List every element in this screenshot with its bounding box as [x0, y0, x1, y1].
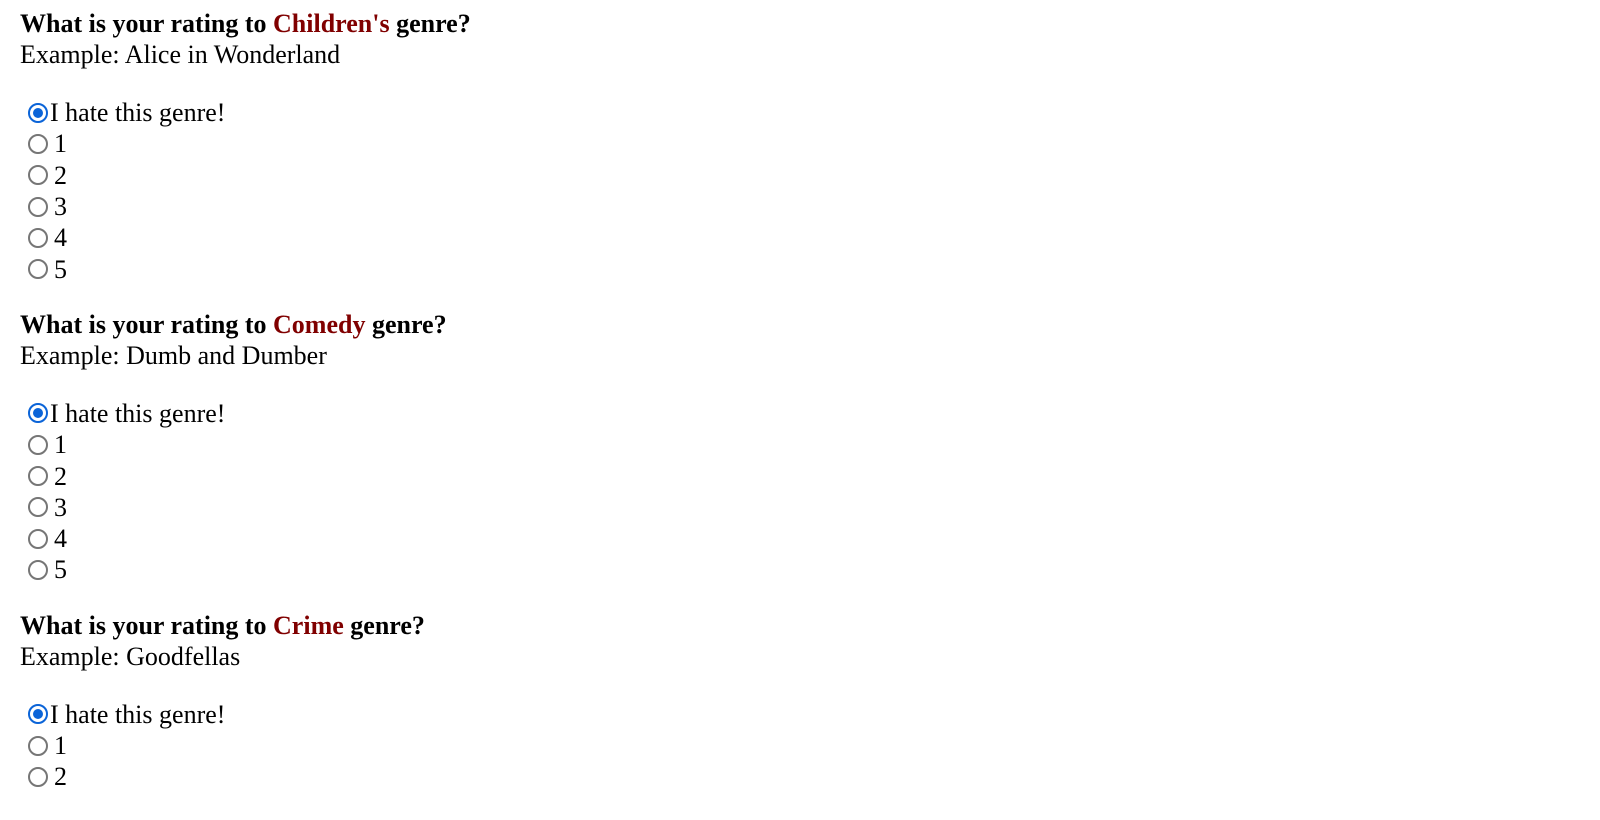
radio-button[interactable] — [28, 767, 48, 787]
option-label: 1 — [54, 430, 67, 460]
question-suffix: genre? — [365, 309, 447, 339]
genre-name: Crime — [273, 610, 344, 640]
example-text: Example: Alice in Wonderland — [20, 40, 341, 69]
radio-button[interactable] — [28, 736, 48, 756]
option-label: 1 — [54, 129, 67, 159]
option-label: 3 — [54, 192, 67, 222]
rating-option-1[interactable] — [20, 730, 1580, 761]
rating-option-hate[interactable] — [20, 398, 1580, 429]
example-text: Example: Goodfellas — [20, 641, 241, 671]
radio-button-selected[interactable] — [28, 704, 48, 724]
genre-rating-survey — [20, 8, 1580, 816]
question-suffix: genre? — [389, 9, 471, 38]
rating-option-hate[interactable] — [20, 699, 1580, 730]
radio-button[interactable] — [28, 228, 48, 248]
rating-option-5[interactable] — [20, 554, 1580, 585]
option-label: 2 — [54, 461, 67, 491]
rating-options — [20, 398, 1580, 586]
genre-name: Comedy — [273, 309, 366, 339]
question-title — [20, 309, 1580, 340]
radio-button[interactable] — [28, 134, 48, 154]
question-prefix: What is your rating to — [20, 309, 274, 339]
question-title — [20, 8, 1580, 39]
option-label: 1 — [54, 731, 67, 760]
option-label: 2 — [54, 160, 67, 190]
question-prefix: What is your rating to — [20, 610, 274, 640]
radio-button[interactable] — [28, 560, 48, 580]
radio-button-selected[interactable] — [28, 103, 48, 123]
question-title — [20, 610, 1580, 641]
radio-button[interactable] — [28, 466, 48, 486]
option-label: I hate this genre! — [50, 98, 226, 128]
question-suffix: genre? — [343, 610, 425, 640]
radio-button[interactable] — [28, 165, 48, 185]
option-label: 5 — [54, 555, 67, 585]
question-childrens — [20, 8, 1580, 285]
option-label: 4 — [54, 223, 67, 253]
radio-button-selected[interactable] — [28, 403, 48, 423]
rating-option-2[interactable] — [20, 460, 1580, 491]
option-label: 4 — [54, 524, 67, 554]
radio-button[interactable] — [28, 497, 48, 517]
question-crime — [20, 610, 1580, 793]
radio-button[interactable] — [28, 259, 48, 279]
rating-option-3[interactable] — [20, 492, 1580, 523]
option-label: I hate this genre! — [50, 699, 226, 729]
rating-option-1[interactable] — [20, 429, 1580, 460]
question-comedy — [20, 309, 1580, 586]
example-text: Example: Dumb and Dumber — [20, 340, 327, 370]
rating-option-2[interactable] — [20, 761, 1580, 792]
option-label: 2 — [54, 762, 67, 792]
rating-option-4[interactable] — [20, 222, 1580, 253]
option-label: 5 — [54, 254, 67, 284]
rating-option-2[interactable] — [20, 160, 1580, 191]
radio-button[interactable] — [28, 197, 48, 217]
option-label: I hate this genre! — [50, 398, 226, 428]
radio-button[interactable] — [28, 435, 48, 455]
genre-name: Children's — [273, 9, 390, 38]
question-prefix: What is your rating to — [20, 9, 274, 38]
option-label: 3 — [54, 492, 67, 522]
rating-option-3[interactable] — [20, 191, 1580, 222]
rating-options — [20, 699, 1580, 793]
radio-button[interactable] — [28, 529, 48, 549]
rating-option-hate[interactable] — [20, 97, 1580, 128]
rating-option-4[interactable] — [20, 523, 1580, 554]
rating-option-1[interactable] — [20, 128, 1580, 159]
rating-options — [20, 97, 1580, 285]
rating-option-5[interactable] — [20, 253, 1580, 284]
